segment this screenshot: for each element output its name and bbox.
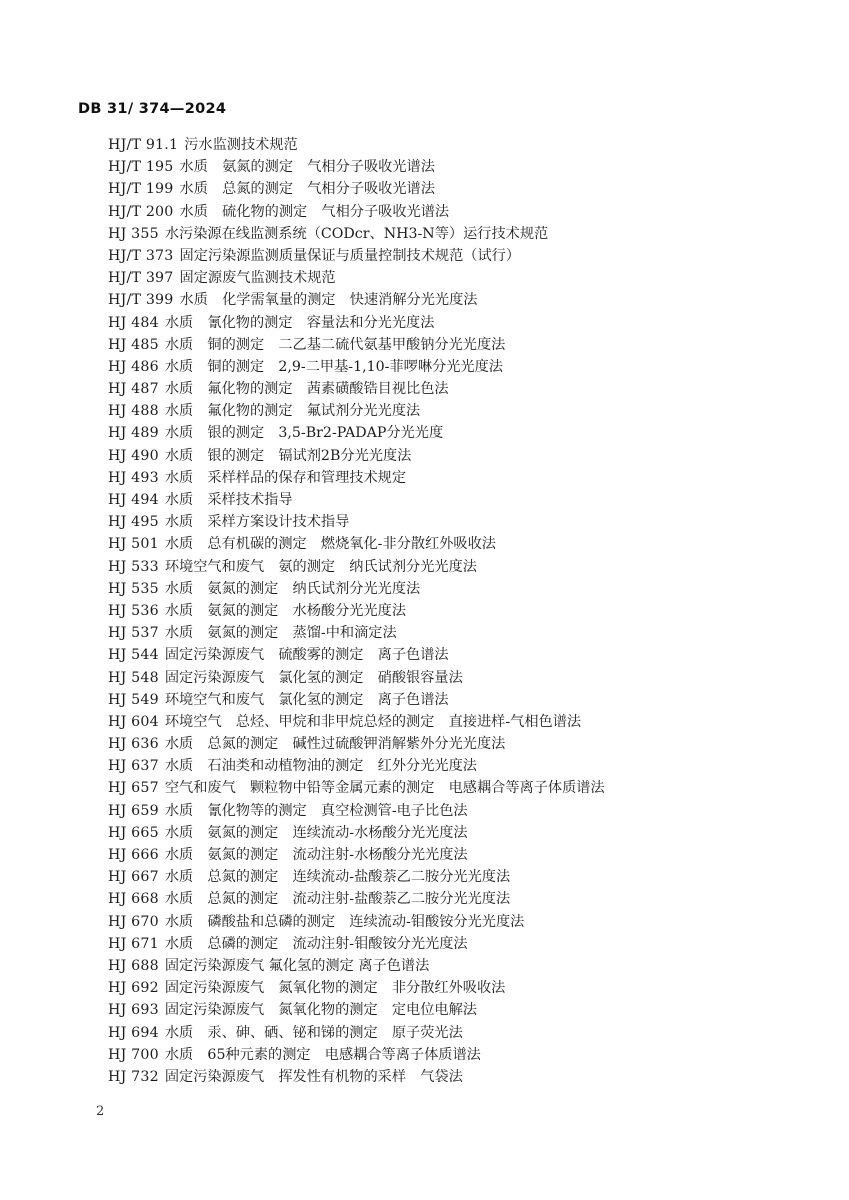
reference-code: HJ 636 (108, 736, 159, 753)
reference-title: 水质 氨氮的测定 气相分子吸收光谱法 (179, 159, 435, 176)
reference-item (108, 445, 808, 467)
reference-code: HJ/T 399 (108, 292, 174, 309)
reference-item (108, 622, 808, 644)
reference-item (108, 201, 808, 223)
reference-code: HJ 495 (108, 514, 159, 531)
reference-title: 水质 氟化物的测定 氟试剂分光光度法 (164, 403, 421, 420)
reference-item (108, 511, 808, 533)
reference-code: HJ 692 (108, 980, 159, 997)
reference-code: HJ 666 (108, 847, 159, 863)
reference-title: 环境空气 总烃、甲烷和非甲烷总烃的测定 直接进样-气相色谱法 (164, 713, 582, 730)
reference-item (108, 733, 808, 755)
reference-item (108, 755, 808, 777)
reference-item (108, 156, 808, 178)
reference-code: HJ 604 (108, 713, 159, 730)
reference-code: HJ 693 (108, 1002, 159, 1019)
reference-item (108, 422, 808, 444)
reference-title: 水质 总氮的测定 流动注射-盐酸萘乙二胺分光光度法 (164, 891, 511, 908)
reference-item (108, 933, 808, 955)
reference-code: HJ 688 (108, 957, 159, 974)
reference-title: 水质 总磷的测定 流动注射-钼酸铵分光光度法 (164, 935, 468, 952)
reference-code: HJ 544 (108, 647, 159, 664)
reference-title: 水质 氨氮的测定 纳氏试剂分光光度法 (164, 580, 421, 597)
reference-title: 固定源废气监测技术规范 (179, 270, 336, 287)
reference-title: 水质 铜的测定 2,9-二甲基-1,10-菲啰啉分光光度法 (164, 358, 503, 375)
reference-item (108, 644, 808, 666)
reference-code: HJ 490 (108, 447, 159, 464)
reference-title: 水质 汞、砷、硒、铋和锑的测定 原子荧光法 (164, 1024, 463, 1041)
reference-item (108, 955, 808, 977)
standard-id: DB 31/ 374—2024 (78, 101, 227, 117)
reference-title: 固定污染源废气 挥发性有机物的采样 气袋法 (164, 1068, 463, 1085)
reference-code: HJ 501 (108, 536, 159, 553)
reference-title: 水质 硫化物的测定 气相分子吸收光谱法 (179, 203, 450, 220)
reference-title: 水质 采样方案设计技术指导 (164, 514, 350, 531)
reference-code: HJ 694 (108, 1024, 159, 1041)
reference-title: 环境空气和废气 氨的测定 纳氏试剂分光光度法 (164, 558, 477, 575)
reference-item (108, 1066, 808, 1088)
reference-item (108, 777, 808, 799)
reference-code: HJ 484 (108, 314, 159, 331)
reference-title: 固定污染源监测质量保证与质量控制技术规范（试行） (179, 247, 521, 264)
reference-item (108, 911, 808, 933)
reference-code: HJ 535 (108, 580, 159, 597)
reference-title: 水质 总氮的测定 气相分子吸收光谱法 (179, 181, 435, 198)
reference-code: HJ 659 (108, 802, 159, 819)
reference-title: 固定污染源废气 氮氧化物的测定 定电位电解法 (164, 1002, 477, 1019)
normative-references-list (108, 134, 808, 1088)
reference-code: HJ/T 373 (108, 247, 174, 264)
reference-code: HJ 637 (108, 758, 159, 775)
reference-code: HJ/T 195 (108, 159, 174, 176)
reference-title: 水污染源在线监测系统（CODcr、NH3-N等）运行技术规范 (164, 225, 549, 242)
reference-item (108, 533, 808, 555)
reference-code: HJ 668 (108, 891, 159, 908)
reference-item (108, 600, 808, 622)
reference-item (108, 134, 808, 156)
reference-code: HJ 549 (108, 691, 159, 708)
reference-item (108, 312, 808, 334)
reference-title: 固定污染源废气 氯化氢的测定 硝酸银容量法 (164, 669, 463, 686)
reference-code: HJ 355 (108, 225, 159, 242)
reference-item (108, 356, 808, 378)
reference-item (108, 178, 808, 200)
reference-item (108, 556, 808, 578)
reference-title: 污水监测技术规范 (184, 137, 298, 153)
reference-title: 水质 65种元素的测定 电感耦合等离子体质谱法 (164, 1046, 481, 1063)
reference-title: 水质 化学需氧量的测定 快速消解分光光度法 (179, 292, 478, 309)
reference-title: 水质 总有机碳的测定 燃烧氧化-非分散红外吸收法 (164, 536, 496, 553)
reference-item (108, 578, 808, 600)
reference-code: HJ 494 (108, 492, 159, 508)
reference-code: HJ 665 (108, 824, 159, 841)
reference-title: 水质 氰化物的测定 容量法和分光光度法 (164, 314, 435, 331)
reference-code: HJ 488 (108, 403, 159, 420)
reference-item (108, 866, 808, 888)
reference-item (108, 334, 808, 356)
reference-item (108, 245, 808, 267)
reference-item (108, 689, 808, 711)
reference-code: HJ 533 (108, 558, 159, 575)
reference-item (108, 667, 808, 689)
reference-item (108, 467, 808, 489)
reference-code: HJ 487 (108, 381, 159, 398)
reference-item (108, 489, 808, 511)
reference-title: 固定污染源废气 硫酸雾的测定 离子色谱法 (164, 647, 449, 664)
reference-code: HJ 536 (108, 602, 159, 619)
reference-title: 环境空气和废气 氯化氢的测定 离子色谱法 (164, 691, 449, 708)
reference-title: 水质 氨氮的测定 蒸馏-中和滴定法 (164, 625, 397, 642)
reference-item (108, 1022, 808, 1044)
reference-code: HJ/T 199 (108, 181, 174, 198)
reference-item (108, 711, 808, 733)
reference-code: HJ 732 (108, 1068, 159, 1085)
reference-title: 水质 总氮的测定 连续流动-盐酸萘乙二胺分光光度法 (164, 869, 511, 886)
reference-item (108, 822, 808, 844)
reference-code: HJ/T 200 (108, 203, 174, 220)
reference-title: 水质 银的测定 3,5-Br2-PADAP分光光度 (164, 425, 444, 442)
reference-title: 水质 氨氮的测定 连续流动-水杨酸分光光度法 (164, 824, 468, 841)
reference-item (108, 800, 808, 822)
reference-item (108, 888, 808, 910)
reference-code: HJ 700 (108, 1046, 159, 1063)
reference-code: HJ 489 (108, 425, 159, 442)
reference-title: 固定污染源废气 氮氧化物的测定 非分散红外吸收法 (164, 980, 506, 997)
reference-title: 水质 采样技术指导 (164, 492, 293, 508)
reference-item (108, 267, 808, 289)
reference-item (108, 400, 808, 422)
reference-title: 水质 磷酸盐和总磷的测定 连续流动-钼酸铵分光光度法 (164, 913, 525, 930)
reference-code: HJ 537 (108, 625, 159, 642)
reference-code: HJ 667 (108, 869, 159, 886)
reference-title: 固定污染源废气 氟化氢的测定 离子色谱法 (164, 957, 430, 974)
reference-title: 水质 铜的测定 二乙基二硫代氨基甲酸钠分光光度法 (164, 336, 506, 353)
reference-code: HJ 493 (108, 469, 159, 486)
reference-code: HJ 485 (108, 336, 159, 353)
reference-item (108, 1044, 808, 1066)
reference-title: 水质 氟化物的测定 茜素磺酸锆目视比色法 (164, 381, 449, 398)
reference-item (108, 289, 808, 311)
reference-title: 水质 总氮的测定 碱性过硫酸钾消解紫外分光光度法 (164, 736, 506, 753)
reference-title: 水质 采样样品的保存和管理技术规定 (164, 469, 407, 486)
reference-title: 水质 氨氮的测定 流动注射-水杨酸分光光度法 (164, 847, 468, 863)
reference-item (108, 223, 808, 245)
reference-item (108, 999, 808, 1021)
reference-title: 水质 氰化物等的测定 真空检测管-电子比色法 (164, 802, 468, 819)
page-number: 2 (96, 1104, 105, 1119)
reference-code: HJ 670 (108, 913, 159, 930)
reference-code: HJ 671 (108, 935, 159, 952)
reference-code: HJ/T 91.1 (108, 137, 179, 153)
reference-code: HJ 657 (108, 780, 159, 797)
reference-code: HJ 486 (108, 358, 159, 375)
reference-code: HJ/T 397 (108, 270, 174, 287)
reference-item (108, 378, 808, 400)
reference-item (108, 977, 808, 999)
reference-code: HJ 548 (108, 669, 159, 686)
reference-title: 空气和废气 颗粒物中铅等金属元素的测定 电感耦合等离子体质谱法 (164, 780, 605, 797)
reference-title: 水质 石油类和动植物油的测定 红外分光光度法 (164, 758, 477, 775)
reference-title: 水质 氨氮的测定 水杨酸分光光度法 (164, 602, 407, 619)
reference-item (108, 844, 808, 866)
reference-title: 水质 银的测定 镉试剂2B分光光度法 (164, 447, 412, 464)
